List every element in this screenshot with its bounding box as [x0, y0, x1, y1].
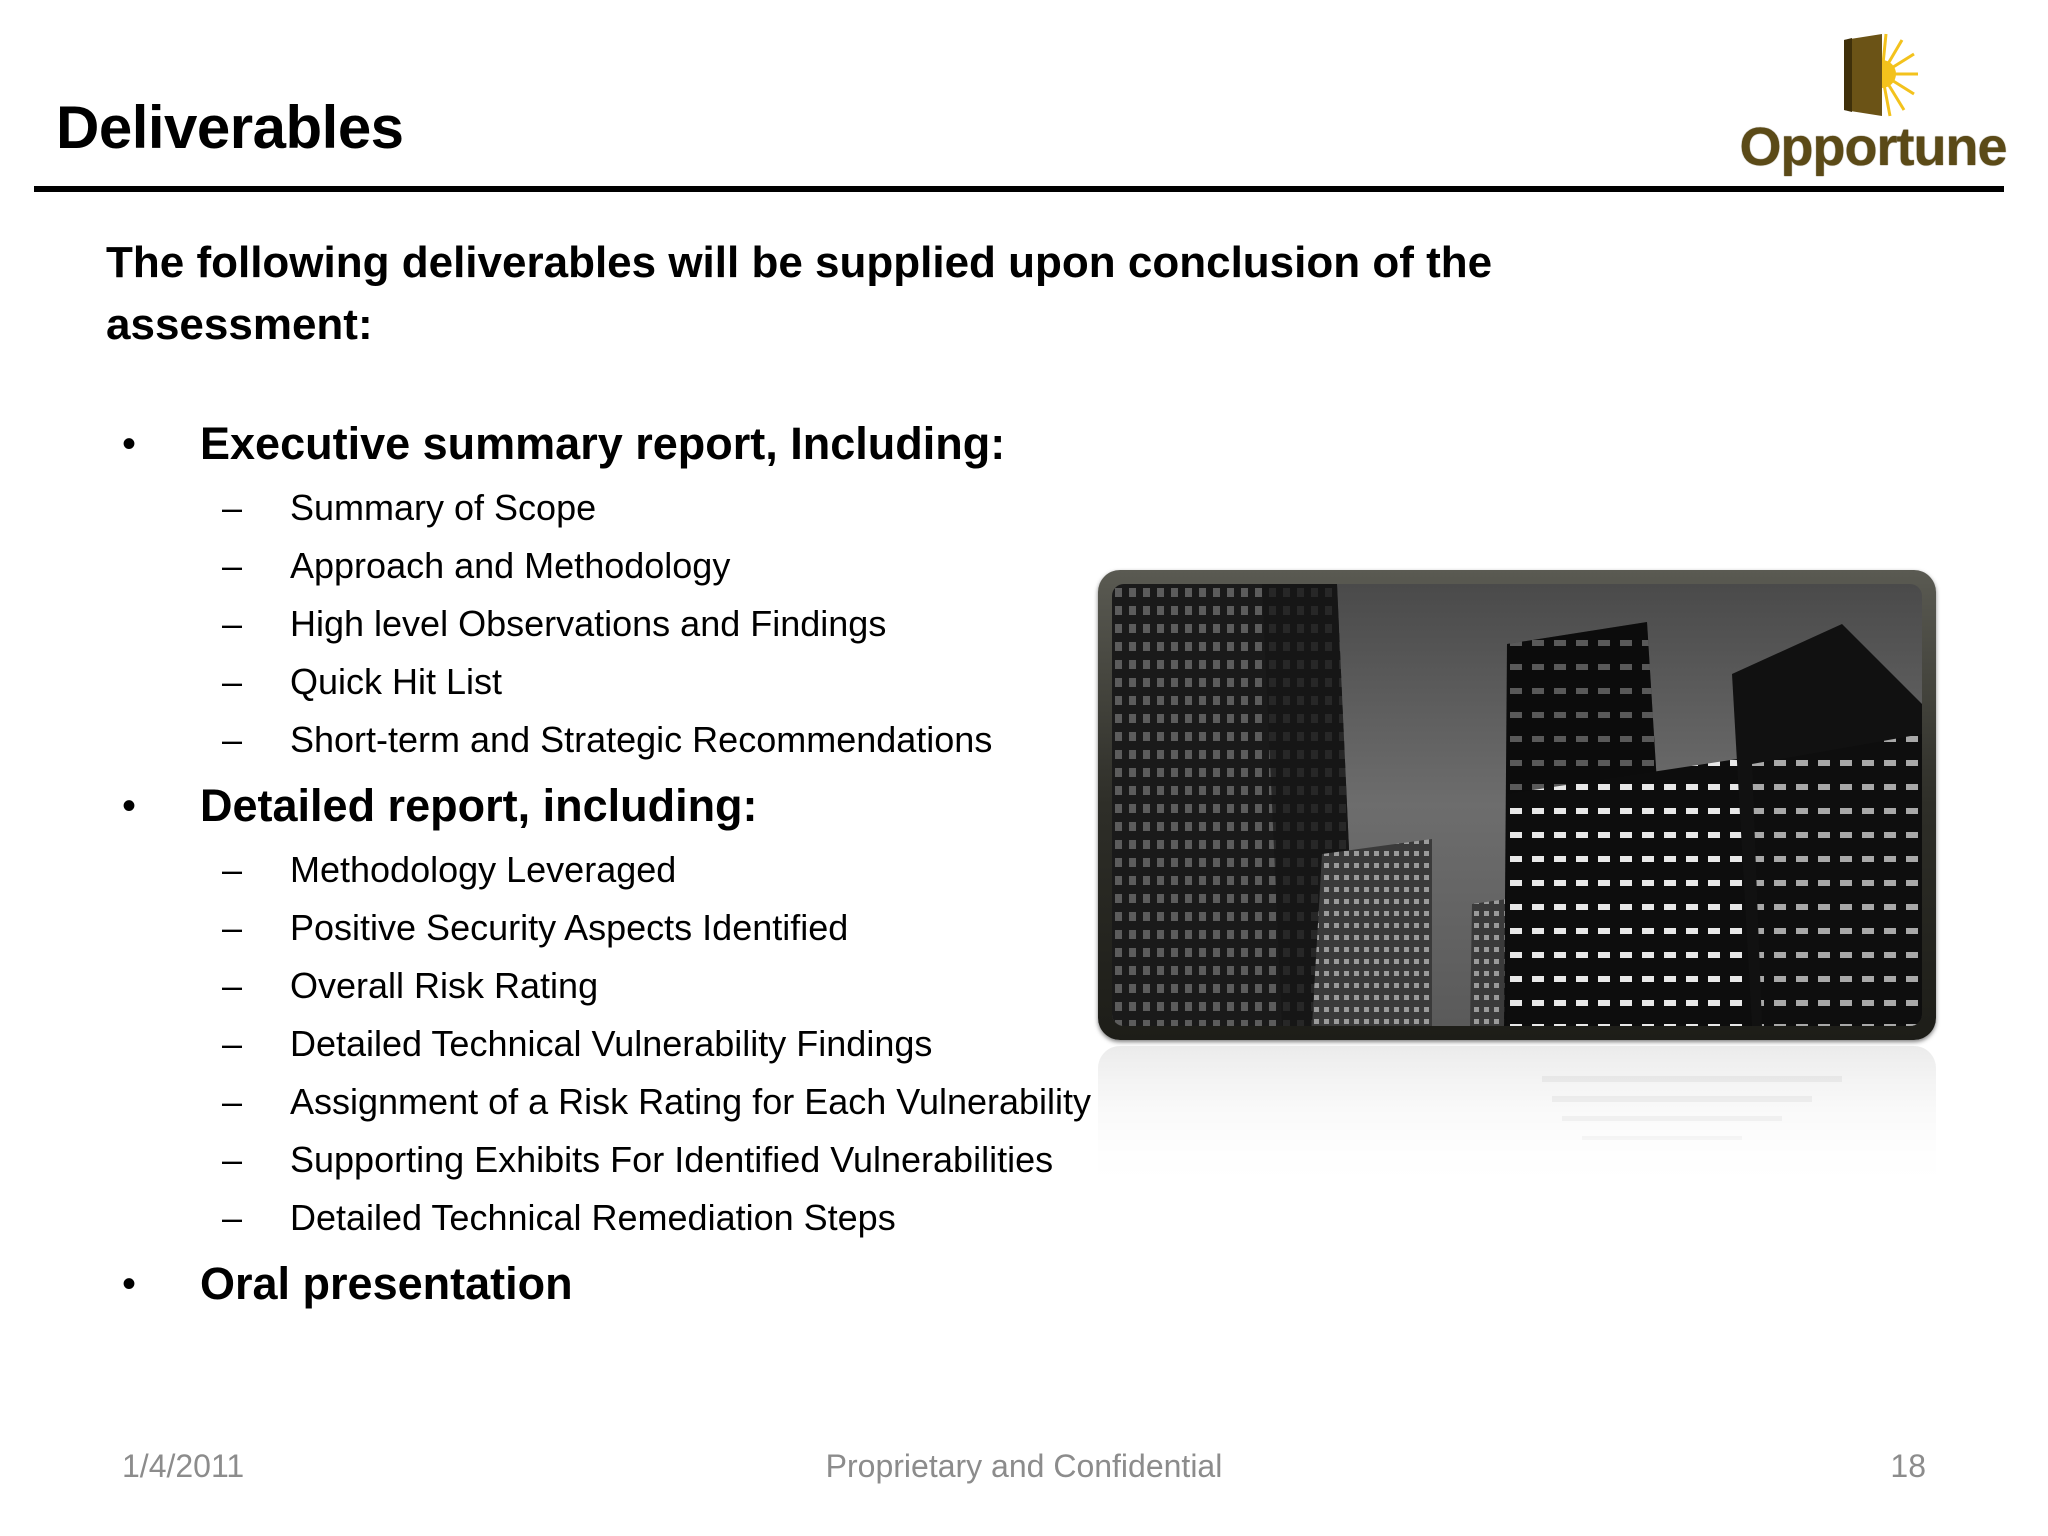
door-sunburst-icon: [1830, 32, 1920, 122]
sub-item-label: Approach and Methodology: [290, 545, 731, 586]
dash-icon: –: [222, 1081, 243, 1122]
list-item: [0, 1254, 1100, 1314]
sub-item-label: Positive Security Aspects Identified: [290, 907, 849, 948]
page-title: Deliverables: [56, 94, 404, 161]
dash-icon: –: [222, 1023, 243, 1064]
company-logo: [1738, 32, 2008, 182]
list-item: [0, 776, 1100, 836]
sub-item-label: Detailed Technical Vulnerability Findings: [290, 1023, 933, 1064]
dash-icon: –: [222, 1197, 243, 1238]
sub-list-item: [0, 714, 1100, 766]
bullet-label: Detailed report, including:: [200, 780, 758, 831]
dash-icon: –: [222, 719, 243, 760]
bullet-label: Executive summary report, Including:: [200, 418, 1006, 469]
sub-list-item: [0, 1018, 1100, 1070]
sub-item-label: Summary of Scope: [290, 487, 597, 528]
dash-icon: –: [222, 1139, 243, 1180]
sub-item-label: Supporting Exhibits For Identified Vulnerabilities: [290, 1139, 1054, 1180]
dash-icon: –: [222, 487, 243, 528]
dash-icon: –: [222, 545, 243, 586]
sub-item-label: Detailed Technical Remediation Steps: [290, 1197, 896, 1238]
dash-icon: –: [222, 965, 243, 1006]
sub-list-item: [0, 960, 1100, 1012]
photo-image: [1112, 584, 1922, 1026]
sub-list-item: [0, 656, 1100, 708]
sub-item-label: High level Observations and Findings: [290, 603, 887, 644]
reflection-fade: [1098, 1046, 1936, 1186]
intro-text: The following deliverables will be supplied upon conclusion of the assessment:: [106, 238, 1493, 349]
bullet-icon: •: [122, 784, 137, 828]
title-divider: [34, 186, 2004, 192]
sub-list-item: [0, 598, 1100, 650]
footer-confidential: Proprietary and Confidential: [825, 1448, 1223, 1484]
sub-list-item: [0, 1076, 1100, 1128]
dash-icon: –: [222, 907, 243, 948]
sub-item-label: Overall Risk Rating: [290, 965, 599, 1006]
logo-wordmark: Opportune: [1739, 117, 2007, 177]
sub-list-item: [0, 1192, 1100, 1244]
dash-icon: –: [222, 849, 243, 890]
sub-item-label: Methodology Leveraged: [290, 849, 677, 890]
list-item: [0, 414, 1100, 474]
sub-list-item: [0, 540, 1100, 592]
sub-list-item: [0, 482, 1100, 534]
skyscrapers-illustration: [1112, 584, 1922, 1026]
bullet-icon: •: [122, 1262, 137, 1306]
skyscrapers-photo: [1098, 570, 1936, 1040]
photo-reflection: [1098, 1046, 1936, 1186]
sub-item-label: Short-term and Strategic Recommendations: [290, 719, 993, 760]
sub-list-item: [0, 1134, 1100, 1186]
page-number: 18: [1890, 1448, 1926, 1484]
sub-list-item: [0, 844, 1100, 896]
sub-item-label: Assignment of a Risk Rating for Each Vulnerability: [290, 1081, 1092, 1122]
sub-item-label: Quick Hit List: [290, 661, 503, 702]
footer-date: 1/4/2011: [122, 1448, 245, 1484]
bullet-icon: •: [122, 422, 137, 466]
sub-list-item: [0, 902, 1100, 954]
bullet-label: Oral presentation: [200, 1258, 573, 1309]
dash-icon: –: [222, 603, 243, 644]
dash-icon: –: [222, 661, 243, 702]
